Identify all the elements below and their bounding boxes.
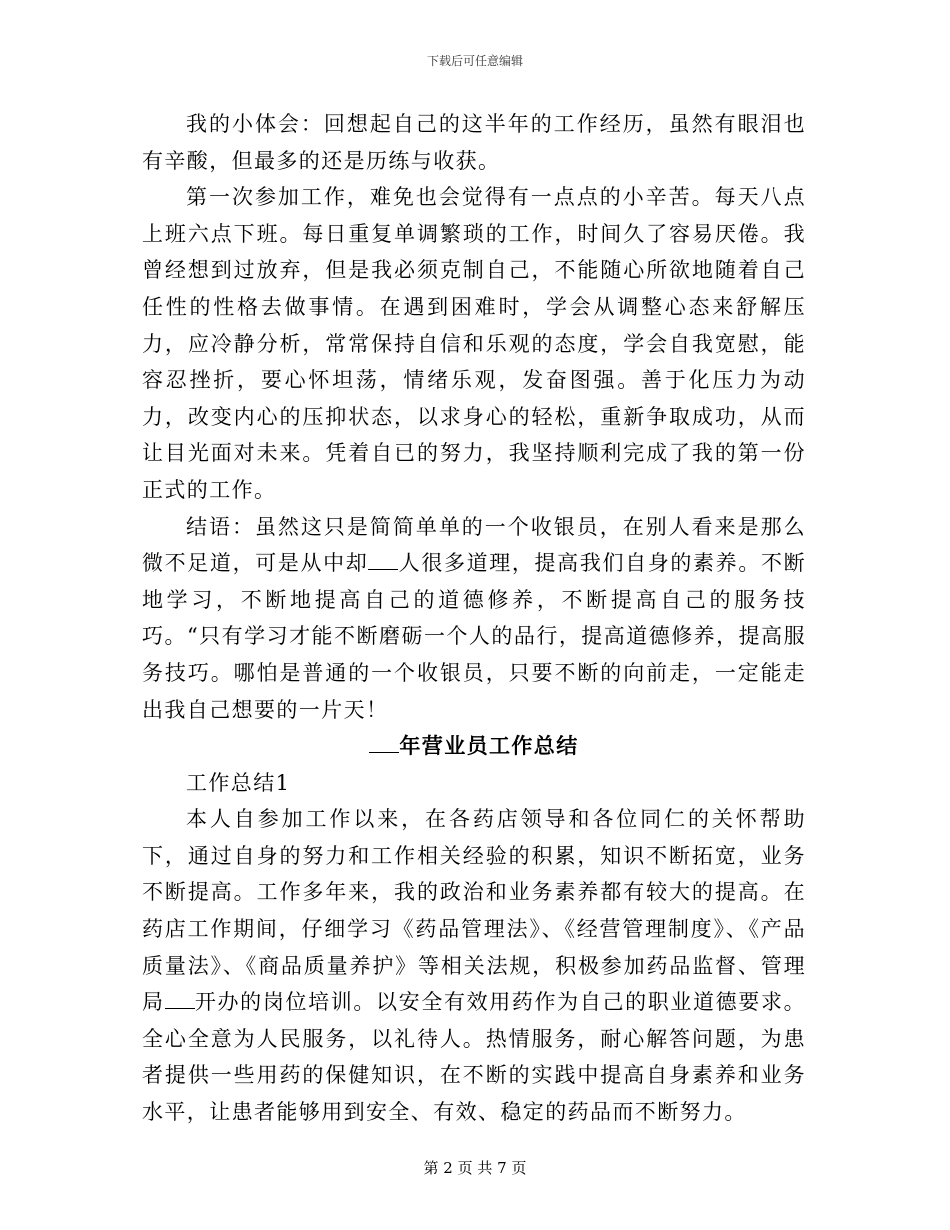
conclusion-text-end: 人很多道理，提高我们自身的素养。不断地学习，不断地提高自己的道德修养，不断提高自己的服务技巧。“只有学习才能不断磨砺一个人的品行，提高道德修养，提高服务技巧。哪怕是普通的一个收银员，只要不断的向前走，一定能走出我自己想要的一片天！ [142,551,807,722]
paragraph-reflection: 我的小体会：回想起自己的这半年的工作经历，虽然有眼泪也有辛酸，但最多的还是历练与收获。 [142,112,806,173]
paragraph-work-summary [142,801,806,1130]
conclusion-text-start: 结语：虽然这只是简简单单的一个收银员，在别人看来是那么微不足道，可是从中却 [142,514,806,576]
section-title-text: 年营业员工作总结 [399,734,579,759]
work-summary-text-start: 本人自参加工作以来，在各药店领导和各位同仁的关怀帮助下，通过自身的努力和工作相关经验的积累，知识不断拓宽，业务不断提高。工作多年来，我的政治和业务素养都有较大的提高。在药店工作期间，仔细学习《药品管理法》、《经营管理制度》、《产品质量法》、《商品质量养护》等相关法规，积极参加药品监督、管理局 [142,807,806,1015]
section-title [142,728,806,765]
page-header: 下载后可任意编辑 [426,54,523,68]
page-footer: 第 2 页 共 7 页 [423,1159,527,1177]
paragraph-conclusion [142,509,806,729]
blank-underline-2 [165,990,195,1009]
work-summary-text-end: 开办的岗位培训。以安全有效用药作为自己的职业道德要求。全心全意为人民服务，以礼待人。热情服务，耐心解答问题，为患者提供一些用药的保健知识，在不断的实践中提高自身素养和业务水平，让患者能够用到安全、有效、稳定的药品而不断努力。 [142,990,806,1125]
blank-underline [368,551,398,570]
document-body [142,106,806,1131]
paragraph-first-job: 第一次参加工作，难免也会觉得有一点点的小辛苦。每天八点上班六点下班。每日重复单调繁琐的工作，时间久了容易厌倦。我曾经想到过放弃，但是我必须克制自己，不能随心所欲地随着自己任性的性格去做事情。在遇到困难时，学会从调整心态来舒解压力，应冷静分析，常常保持自信和乐观的态度，学会自我宽慰，能容忍挫折，要心怀坦荡，情绪乐观，发奋图强。善于化压力为动力，改变内心的压抑状态，以求身心的轻松，重新争取成功，从而让目光面对未来。凭着自已的努力，我坚持顺利完成了我的第一份正式的工作。 [142,185,806,502]
section-subtitle: 工作总结1 [186,770,291,795]
title-blank-underline [369,734,399,753]
